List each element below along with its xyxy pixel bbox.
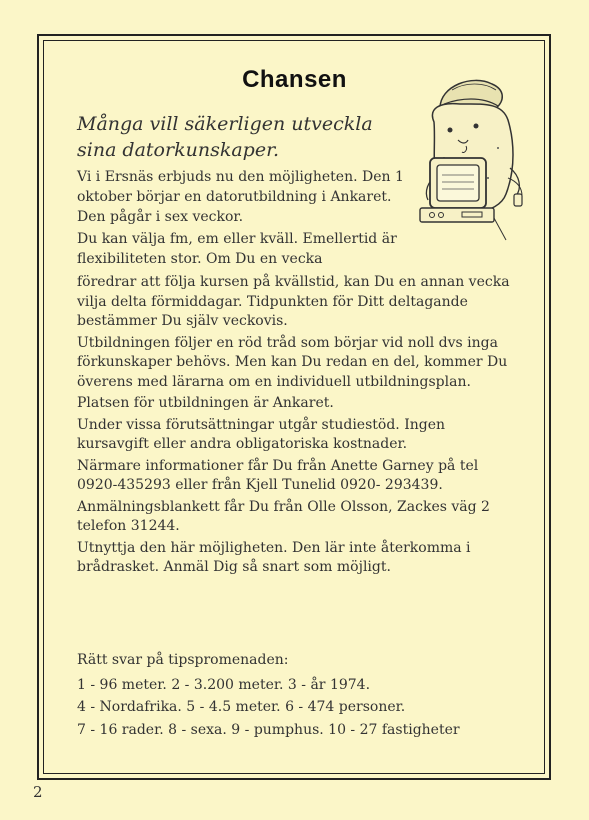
- body-paragraph: Under vissa förutsättningar utgår studiestöd. Ingen kursavgift eller andra obligatoriska kostnader.: [77, 416, 446, 452]
- quiz-answers-heading: Rätt svar på tipspromenaden:: [77, 652, 289, 668]
- body-paragraph: föredrar att följa kursen på kvällstid, kan Du en annan vecka vilja delta förmiddagar. Tidpunkten för Ditt deltagande bestämmer Du själv veckovis.: [77, 274, 510, 329]
- quiz-answer-line: 4 - Nordafrika. 5 - 4.5 meter. 6 - 474 personer.: [77, 699, 406, 715]
- body-paragraph: Närmare informationer får Du från Anette Garney på tel 0920-435293 eller från Kjell Tunelid 0920- 293439.: [77, 457, 479, 493]
- intro-text: [77, 167, 417, 271]
- body-paragraph: Utbildningen följer en röd tråd som börjar vid noll dvs inga förkunskaper behövs. Men kan Du redan en del, kommer Du överens med lärarna om en individuell utbildningsplan.: [77, 334, 508, 390]
- body-paragraph: Platsen för utbildningen är Ankaret.: [77, 395, 334, 411]
- quiz-answer-line: 7 - 16 rader. 8 - sexa. 9 - pumphus. 10 - 27 fastigheter: [77, 721, 460, 738]
- article-title: Chansen: [242, 66, 347, 93]
- article-body: [77, 273, 517, 580]
- intro-paragraph: Vi i Ersnäs erbjuds nu den möjligheten. Den 1 oktober börjar en datorutbildning i Ankaret. Den pågår i sex veckor.: [77, 169, 404, 225]
- body-paragraph: Anmälningsblankett får Du från Olle Olsson, Zackes väg 2 telefon 31244.: [77, 498, 490, 534]
- body-paragraph: Utnyttja den här möjligheten. Den lär inte återkomma i brådrasket. Anmäl Dig så snart som möjligt.: [77, 539, 471, 575]
- quiz-answers: [77, 649, 517, 741]
- article-subtitle: Många vill säkerligen utveckla sina datorkunskaper.: [77, 113, 373, 161]
- page-number: 2: [33, 783, 43, 801]
- potato-mascot-with-computer-illustration: [410, 68, 530, 258]
- intro-paragraph: Du kan välja fm, em eller kväll. Emellertid är flexibiliteten stor. Om Du en vecka: [77, 231, 397, 267]
- quiz-answer-line: 1 - 96 meter. 2 - 3.200 meter. 3 - år 1974.: [77, 676, 371, 693]
